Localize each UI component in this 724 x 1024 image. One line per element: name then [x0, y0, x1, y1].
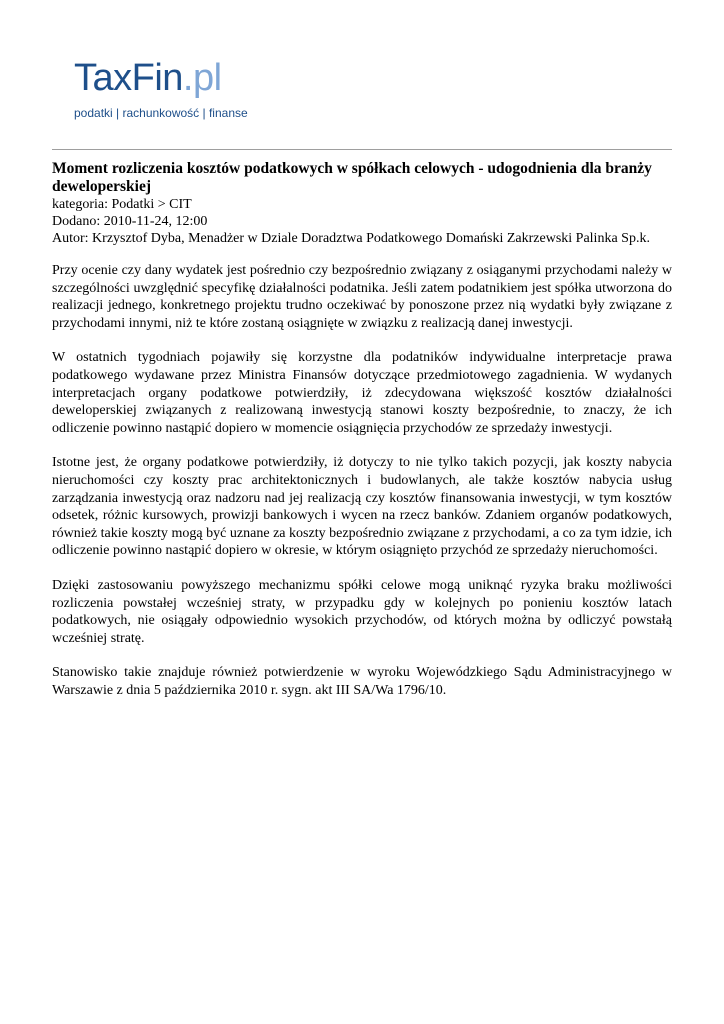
article-title: Moment rozliczenia kosztów podatkowych w spółkach celowych - udogodnienia dla branży deweloperskiej	[52, 160, 652, 195]
article-date: Dodano: 2010-11-24, 12:00	[52, 214, 208, 229]
article-paragraph-1: Przy ocenie czy dany wydatek jest pośrednio czy bezpośrednio związany z osiąganymi przychodami należy w szczególności uwzględnić specyfikę działalności podatnika. Jeśli zatem podatnikiem jest spółka utworzona do realizacji jednego, konkretnego projektu trudno oczekiwać by ponoszone przez nią wydatki były związane z przychodami innymi, niż te które zostaną osiągnięte w związku z realizacją danej inwestycji.	[52, 263, 672, 331]
article-paragraph-4: Dzięki zastosowaniu powyższego mechanizmu spółki celowe mogą uniknąć ryzyka braku możliwości rozliczenia powstałej wcześniej straty, w przypadku gdy w kolejnych po ponieniu kosztów latach podatkowych, nie osiągały odpowiednio wysokich przychodów, od których można by odliczyć powstałą wcześniej stratę.	[52, 577, 672, 646]
article	[52, 160, 672, 716]
article-paragraph-3: Istotne jest, że organy podatkowe potwierdziły, iż dotyczy to nie tylko takich pozycji, jak koszty nabycia nieruchomości czy koszty prac architektonicznych i budowlanych, ale także kosztów nabycia usług zarządzania inwestycją oraz nadzoru nad jej realizacją czy kosztów finansowania inwestycji, w tym kosztów odsetek, różnic kursowych, prowizji bankowych i wycen na rzecz banków. Zdaniem organów podatkowych, również takie koszty mogą być uznane za koszty bezpośrednio związane z przychodami, a co za tym idzie, ich odliczenie powinno nastąpić dopiero w okresie, w którym osiągnięto przychód ze sprzedaży nieruchomości.	[52, 455, 672, 559]
article-body	[52, 262, 672, 699]
logo-brand: TaxFin	[74, 57, 183, 99]
article-paragraph-2: W ostatnich tygodniach pojawiły się korzystne dla podatników indywidualne interpretacje prawa podatkowego wydawane przez Ministra Finansów dotyczące przedmiotowego zagadnienia. W wydanych interpretacjach organy podatkowe potwierdziły, iż zdecydowana większość kosztów działalności deweloperskiej związanych z realizowaną inwestycją stanowi koszty bezpośrednie, to znaczy, że ich odliczenie powinno nastąpić dopiero w momencie osiągnięcia przychodów ze sprzedaży inwestycji.	[52, 350, 672, 436]
taxfin-logo	[74, 58, 264, 120]
logo-wordmark	[74, 58, 264, 98]
article-category: kategoria: Podatki > CIT	[52, 197, 192, 212]
header-divider	[52, 149, 672, 150]
article-author: Autor: Krzysztof Dyba, Menadżer w Dziale Doradztwa Podatkowego Domański Zakrzewski Palinka Sp.k.	[52, 231, 650, 246]
logo-tld: .pl	[182, 57, 222, 99]
article-paragraph-5: Stanowisko takie znajduje również potwierdzenie w wyroku Wojewódzkiego Sądu Administracyjnego w Warszawie z dnia 5 października 2010 r. sygn. akt III SA/Wa 1796/10.	[52, 665, 672, 698]
logo-tagline: podatki | rachunkowość | finanse	[74, 106, 248, 120]
